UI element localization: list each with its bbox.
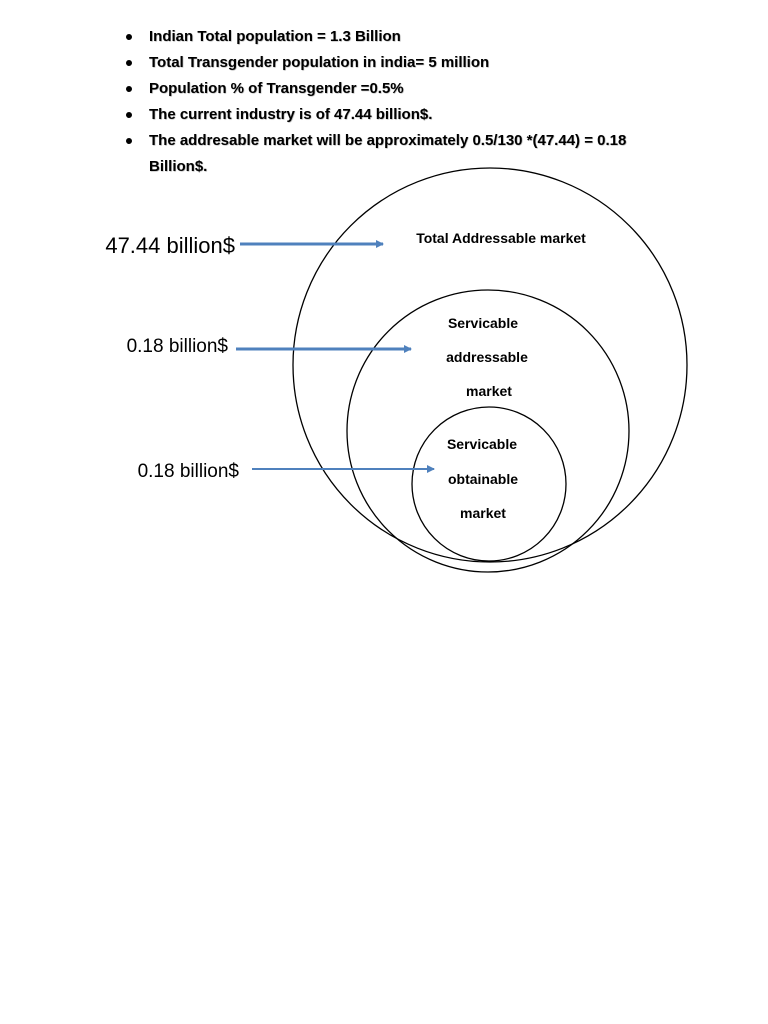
tam-circle <box>293 168 687 562</box>
som-circle-label-line-3: market <box>460 505 506 521</box>
fact-transgender-percent: Population % of Transgender =0.5% <box>118 76 688 102</box>
sam-circle <box>347 290 629 572</box>
sam-circle-label-line-1: Servicable <box>447 315 519 331</box>
sam-value-label: 0.18 billion$ <box>126 336 228 357</box>
tam-circle-label: Total Addressable market <box>416 230 586 246</box>
fact-total-population: Indian Total population = 1.3 Billion <box>118 24 688 50</box>
sam-circle-label-line-3: market <box>466 383 512 399</box>
tam-value-label: 47.44 billion$ <box>105 233 235 258</box>
fact-transgender-population: Total Transgender population in india= 5 million <box>118 50 688 76</box>
som-circle-label-line-1: Servicable <box>446 436 518 452</box>
fact-addressable-market: The addresable market will be approximately 0.5/130 *(47.44) = 0.18 Billion$. <box>118 128 688 180</box>
fact-industry-size: The current industry is of 47.44 billion$. <box>118 102 688 128</box>
som-circle-label-line-2: obtainable <box>447 471 519 487</box>
sam-circle-label-line-2: addressable <box>446 349 528 365</box>
som-value-label: 0.18 billion$ <box>137 461 239 482</box>
